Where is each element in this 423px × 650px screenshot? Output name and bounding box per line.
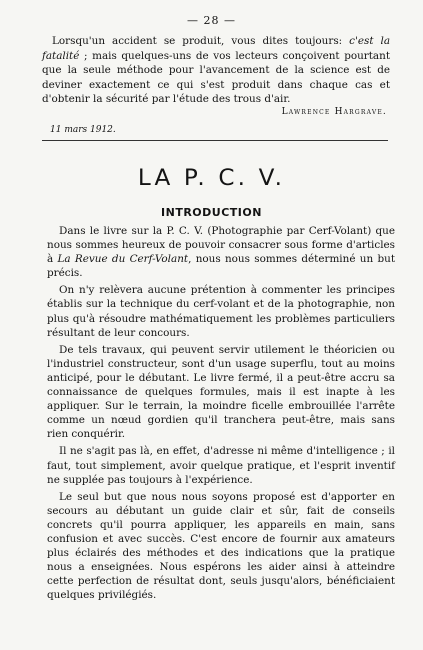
paragraph-5: Le seul but que nous nous soyons proposé est d'apporter en secours au débutant un guide clair et sûr, fait de conseils concrets qu'il pourra appliquer, les appareils en main, sans confusion et avec succès. C'est encore de fournir aux amateurs plus éclairés des méthodes et des indications que la pratique nous a enseignées. Nous espérons les aider ainsi à atteindre cette perfection de résultat dont, seuls jusqu'alors, bénéficiaient quelques privilégiés. [47, 490, 395, 602]
journal-title: La Revue du Cerf-Volant [57, 253, 189, 266]
page-number: — 28 — [187, 14, 236, 27]
paragraph-1-a: Dans le livre sur la P. C. V. (Photographie par Cerf-Volant) que nous sommes heureux de pouvoir consacrer sous forme d'articles à [47, 225, 395, 266]
paragraph-3: De tels travaux, qui peuvent servir utilement le théoricien ou l'industriel constructeur, sont d'un usage superflu, tout au moins anticipé, pour le débutant. Le livre fermé, il a peut-être accru sa connaissance de quelques formules, mais il est inapte à les appliquer. Sur le terrain, la moindre ficelle embrouillée l'arrête comme un nœud gordien qu'il tranchera peut-être, mais sans rien conquérir. [47, 343, 395, 441]
chapter-title: LA P. C. V. [137, 166, 286, 191]
epigraph-quote [42, 34, 390, 107]
paragraph-4: Il ne s'agit pas là, en effet, d'adresse ni même d'intelligence ; il faut, tout simplement, avoir quelque pratique, et l'esprit inventif ne supplée pas toujours à l'expérience. [47, 445, 395, 486]
section-heading: INTRODUCTION [161, 206, 262, 219]
body-text [47, 224, 395, 602]
quote-line-1-start: Lorsqu'un accident se produit, vous dites toujours: [52, 35, 350, 47]
quote-text [42, 34, 390, 107]
quote-italic-cest-la: c'est la fatalité [42, 35, 391, 62]
quote-line-rest: ; mais quelques-uns de vos lecteurs conçoivent pourtant que la seule méthode pour l'avancement de la science est de deviner exactement ce qui s'est produit dans chaque cas et d'obtenir la sécurité par l'étude des trous d'air. [42, 49, 390, 105]
paragraph-2: On n'y relèvera aucune prétention à commenter les principes établis sur la technique du cerf-volant et de la photographie, non plus qu'à résoudre mathématiquement les problèmes particuliers résultant de leur concours. [47, 284, 395, 339]
quote-date: 11 mars 1912. [50, 125, 116, 135]
paragraph-1-b: , nous nous sommes déterminé un but précis. [47, 253, 395, 280]
paragraph-1 [47, 224, 395, 280]
quote-signature: Lawrence Hargrave. [281, 107, 387, 117]
divider-rule [42, 140, 388, 141]
